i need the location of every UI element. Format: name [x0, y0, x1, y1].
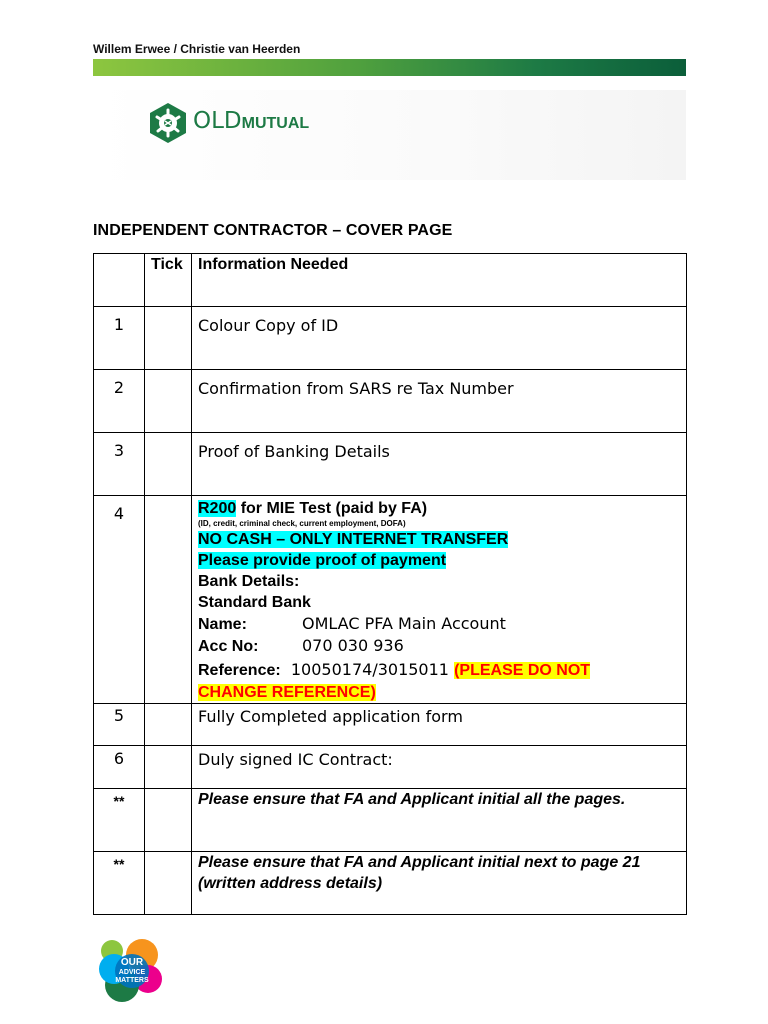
proof-of-payment-notice: Please provide proof of payment: [198, 552, 447, 569]
header-number-cell: [94, 254, 145, 307]
row-marker: **: [94, 852, 145, 915]
mie-test-note: (ID, credit, criminal check, current employment, DOFA): [198, 519, 406, 528]
table-row-note: [94, 852, 687, 915]
row-number: 1: [94, 307, 145, 370]
row-number: 6: [94, 746, 145, 789]
table-row-payment: [94, 496, 687, 704]
row-number: 3: [94, 433, 145, 496]
badge-line-2: ADVICE: [118, 969, 146, 976]
payment-details: [192, 496, 687, 704]
tick-cell[interactable]: [145, 852, 192, 915]
page-title: INDEPENDENT CONTRACTOR – COVER PAGE: [93, 222, 453, 239]
reference-warning-1: (PLEASE DO NOT: [454, 662, 591, 679]
amount-text: for MIE Test (paid by FA): [236, 500, 428, 517]
header-tick: Tick: [145, 254, 192, 307]
tick-cell[interactable]: [145, 370, 192, 433]
account-number-value: 070 030 936: [302, 636, 404, 655]
table-header-row: [94, 254, 687, 307]
reference-label: Reference:: [198, 662, 281, 679]
row-info: Fully Completed application form: [192, 704, 687, 746]
badge-line-3: MATTERS: [115, 977, 149, 984]
tick-cell[interactable]: [145, 307, 192, 370]
account-number-label: Acc No:: [198, 638, 259, 655]
logo-text-old: OLD: [193, 108, 242, 134]
logo-text-mutual: MUTUAL: [241, 115, 310, 132]
header-authors: Willem Erwee / Christie van Heerden: [93, 42, 301, 56]
account-name-value: OMLAC PFA Main Account: [302, 614, 506, 633]
bank-details-label: Bank Details:: [198, 573, 300, 590]
table-row: [94, 370, 687, 433]
row-info: Confirmation from SARS re Tax Number: [192, 370, 687, 433]
row-number: 5: [94, 704, 145, 746]
table-row-note: [94, 789, 687, 852]
tick-cell[interactable]: [145, 433, 192, 496]
tick-cell[interactable]: [145, 496, 192, 704]
table-row: [94, 746, 687, 789]
amount-highlight: R200: [198, 500, 237, 517]
account-name-label: Name:: [198, 616, 247, 633]
row-info: Proof of Banking Details: [192, 433, 687, 496]
row-note: Please ensure that FA and Applicant initial all the pages.: [192, 789, 687, 852]
table-row: [94, 433, 687, 496]
reference-value: 10050174/3015011: [290, 660, 449, 679]
old-mutual-logo-icon: [148, 102, 188, 144]
table-row: [94, 704, 687, 746]
row-number: 4: [94, 496, 145, 704]
badge-line-1: OUR: [120, 957, 144, 968]
tick-cell[interactable]: [145, 746, 192, 789]
header-information-needed: Information Needed: [192, 254, 687, 307]
tick-cell[interactable]: [145, 704, 192, 746]
our-advice-matters-badge-icon: [92, 935, 168, 1005]
bank-name: Standard Bank: [198, 594, 311, 611]
tick-cell[interactable]: [145, 789, 192, 852]
row-note: Please ensure that FA and Applicant initial next to page 21 (written address details): [192, 852, 687, 915]
table-row: [94, 307, 687, 370]
no-cash-notice: NO CASH – ONLY INTERNET TRANSFER: [198, 531, 509, 548]
row-marker: **: [94, 789, 145, 852]
header-gradient-bar: [93, 59, 686, 76]
row-info: Duly signed IC Contract:: [192, 746, 687, 789]
row-info: Colour Copy of ID: [192, 307, 687, 370]
checklist-table: [93, 253, 687, 915]
row-number: 2: [94, 370, 145, 433]
reference-warning-2: CHANGE REFERENCE): [198, 684, 376, 701]
old-mutual-wordmark: [193, 108, 309, 134]
